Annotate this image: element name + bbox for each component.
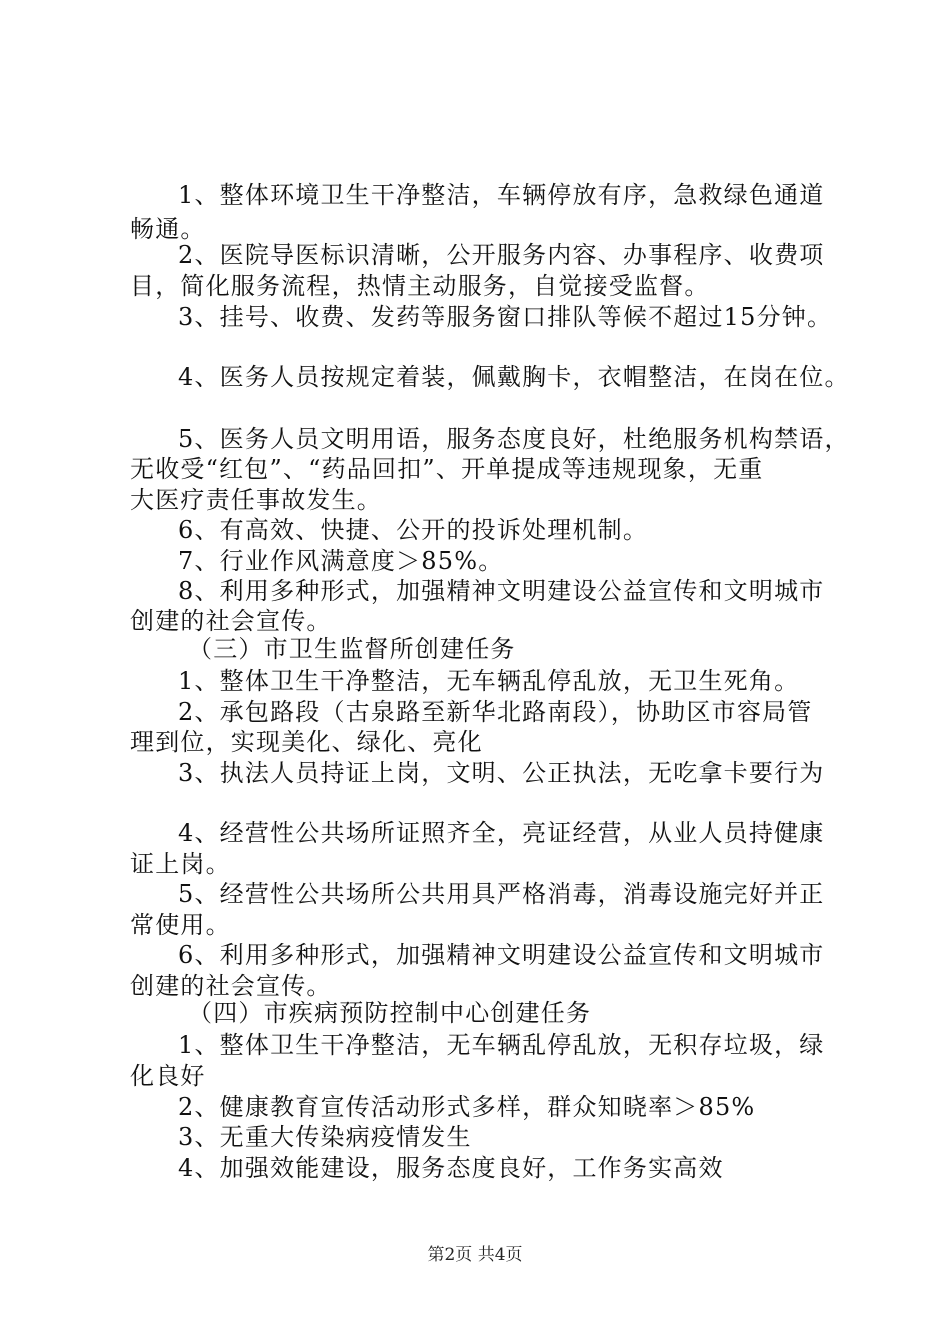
paragraph-line: 3、无重大传染病疫情发生: [178, 1123, 472, 1151]
paragraph-line: 常使用。: [130, 911, 231, 939]
paragraph-line: 6、有高效、快捷、公开的投诉处理机制。: [178, 516, 649, 544]
paragraph-line: 创建的社会宣传。: [130, 607, 332, 635]
paragraph-line: 创建的社会宣传。: [130, 972, 332, 1000]
paragraph-line: 2、健康教育宣传活动形式多样，群众知晓率＞85%: [178, 1093, 756, 1121]
section-heading: （三）市卫生监督所创建任务: [188, 635, 516, 663]
paragraph-line: 2、承包路段（古泉路至新华北路南段），协助区市容局管: [178, 698, 813, 726]
paragraph-line: 大医疗责任事故发生。: [130, 486, 382, 514]
paragraph-line: 1、整体卫生干净整洁，无车辆乱停乱放，无卫生死角。: [178, 667, 800, 695]
paragraph-line: 5、经营性公共场所公共用具严格消毒，消毒设施完好并正: [178, 880, 825, 908]
paragraph-line: 证上岗。: [130, 850, 231, 878]
section-heading: （四）市疾病预防控制中心创建任务: [188, 999, 592, 1027]
paragraph-line: 7、行业作风满意度＞85%。: [178, 547, 504, 575]
paragraph-line: 2、医院导医标识清晰，公开服务内容、办事程序、收费项: [178, 241, 825, 269]
paragraph-line: 4、医务人员按规定着装，佩戴胸卡，衣帽整洁，在岗在位。: [178, 363, 850, 391]
paragraph-line: 化良好: [130, 1062, 206, 1090]
paragraph-line: 8、利用多种形式，加强精神文明建设公益宣传和文明城市: [178, 577, 825, 605]
paragraph-line: 4、加强效能建设，服务态度良好，工作务实高效: [178, 1154, 724, 1182]
paragraph-line: 5、医务人员文明用语，服务态度良好，杜绝服务机构禁语，: [178, 425, 850, 453]
paragraph-line: 3、挂号、收费、发药等服务窗口排队等候不超过15分钟。: [178, 303, 833, 331]
paragraph-line: 4、经营性公共场所证照齐全，亮证经营，从业人员持健康: [178, 819, 825, 847]
paragraph-line: 目，简化服务流程，热情主动服务，自觉接受监督。: [130, 272, 710, 300]
paragraph-line: 6、利用多种形式，加强精神文明建设公益宣传和文明城市: [178, 941, 825, 969]
paragraph-line: 3、执法人员持证上岗，文明、公正执法，无吃拿卡要行为: [178, 759, 825, 787]
paragraph-line: 畅通。: [130, 215, 206, 243]
page-number: 第2页 共4页: [427, 1245, 523, 1265]
paragraph-line: 理到位，实现美化、绿化、亮化: [130, 728, 483, 756]
paragraph-line: 1、整体环境卫生干净整洁，车辆停放有序，急救绿色通道: [178, 181, 825, 209]
paragraph-line: 1、整体卫生干净整洁，无车辆乱停乱放，无积存垃圾，绿: [178, 1031, 825, 1059]
paragraph-line: 无收受“红包”、“药品回扣”、开单提成等违规现象，无重: [130, 455, 764, 483]
